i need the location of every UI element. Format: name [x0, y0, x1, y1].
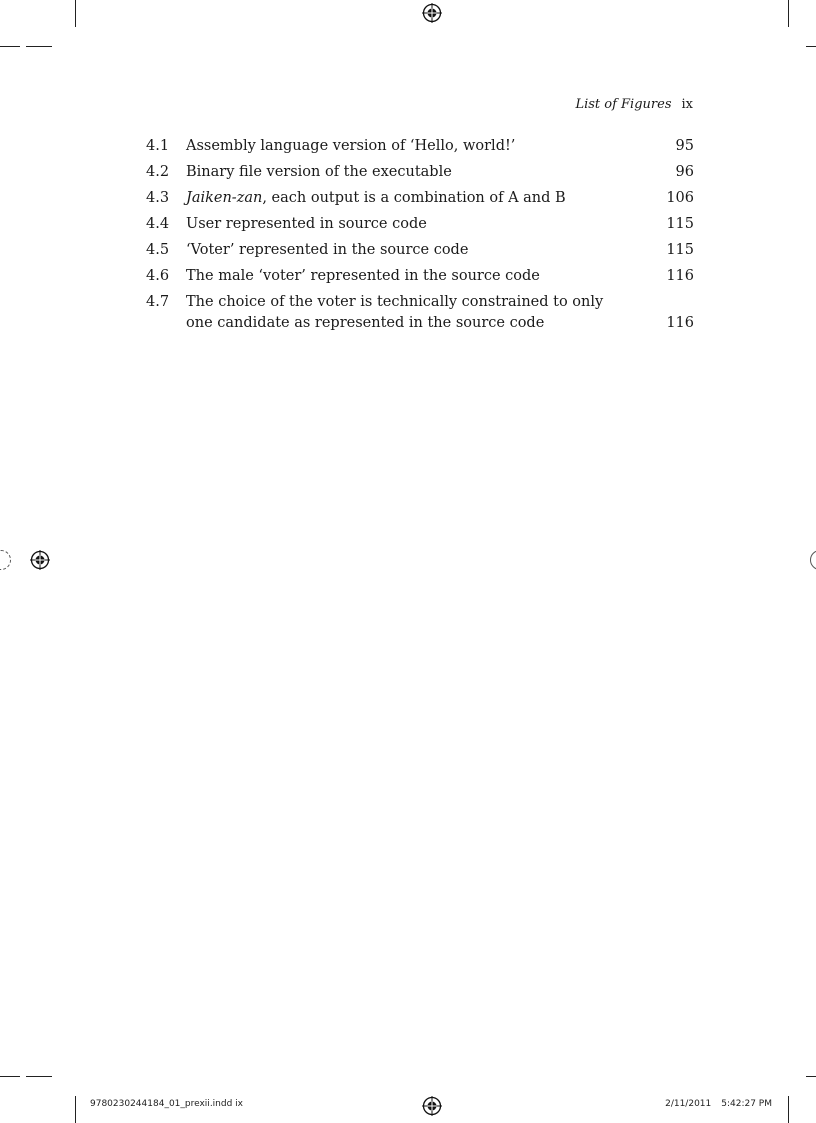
figure-list: [146, 136, 694, 339]
figure-caption: The male ‘voter’ represented in the source code: [186, 268, 540, 284]
figure-number: 4.1: [146, 138, 170, 154]
figure-page-number: 115: [666, 216, 694, 232]
registration-mark-top-icon: [422, 3, 442, 23]
figure-caption-italic: Jaiken-zan: [186, 190, 263, 206]
figure-entry: [146, 136, 694, 157]
slug-time: 5:42:27 PM: [721, 1099, 772, 1109]
crop-mark-left-bottom-a: [0, 1076, 20, 1077]
running-header: [575, 97, 693, 112]
figure-page-number: 116: [666, 268, 694, 284]
crop-mark-top-right: [788, 0, 789, 27]
figure-caption: Assembly language version of ‘Hello, world!’: [186, 138, 516, 154]
figure-page-number: 115: [666, 242, 694, 258]
registration-mark-right-edge-icon: [810, 550, 816, 570]
crop-mark-right-top: [806, 46, 816, 47]
figure-entry: [146, 188, 694, 209]
figure-number: 4.6: [146, 268, 170, 284]
figure-number: 4.5: [146, 242, 170, 258]
figure-entry: [146, 240, 694, 261]
figure-entry: [146, 162, 694, 183]
slug-date: 2/11/2011: [665, 1099, 712, 1109]
running-header-title: List of Figures: [575, 97, 672, 112]
figure-number: 4.4: [146, 216, 170, 232]
registration-mark-left-icon: [30, 550, 50, 570]
figure-entry: [146, 214, 694, 235]
figure-caption: ‘Voter’ represented in the source code: [186, 242, 469, 258]
figure-number: 4.7: [146, 294, 170, 310]
crop-mark-left-top-b: [26, 46, 52, 47]
crop-mark-right-bottom: [806, 1076, 816, 1077]
figure-caption: User represented in source code: [186, 216, 427, 232]
slug-filename: 9780230244184_01_prexii.indd ix: [90, 1099, 243, 1109]
crop-mark-bottom-right: [788, 1096, 789, 1123]
figure-caption-rest: , each output is a combination of A and B: [262, 190, 566, 206]
figure-number: 4.2: [146, 164, 170, 180]
figure-page-number: 96: [675, 164, 694, 180]
figure-caption: The choice of the voter is technically constrained to only one candidate as represented in the source code: [186, 294, 604, 331]
page-folio: ix: [681, 97, 693, 112]
crop-mark-left-bottom-b: [26, 1076, 52, 1077]
figure-caption: Binary file version of the executable: [186, 164, 452, 180]
registration-mark-left-edge-icon: [0, 550, 11, 570]
figure-entry: [146, 292, 694, 334]
figure-number: 4.3: [146, 190, 170, 206]
figure-caption: [186, 188, 646, 209]
registration-mark-bottom-icon: [422, 1096, 442, 1116]
crop-mark-bottom-left: [75, 1096, 76, 1123]
figure-page-number: 95: [675, 138, 694, 154]
figure-entry: [146, 266, 694, 287]
crop-mark-top-left: [75, 0, 76, 27]
crop-mark-left-top-a: [0, 46, 20, 47]
figure-page-number: 106: [666, 190, 694, 206]
figure-page-number: 116: [666, 315, 694, 331]
slug-timestamp: [665, 1099, 772, 1109]
